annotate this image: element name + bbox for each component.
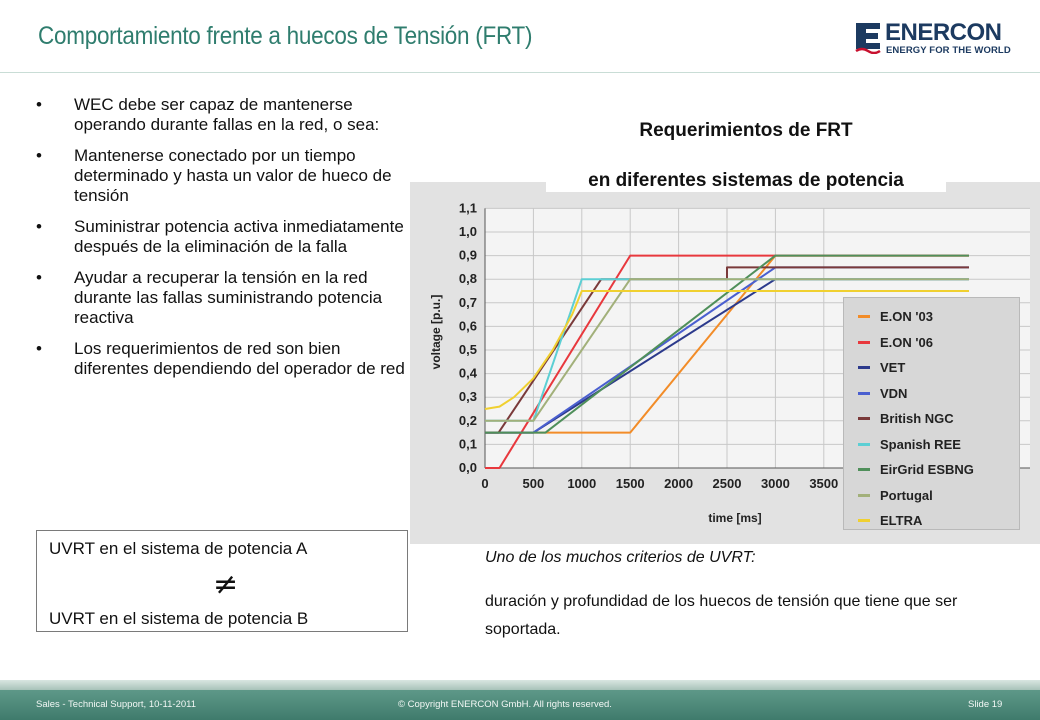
legend-swatch bbox=[858, 417, 870, 420]
y-tick-label: 0,9 bbox=[458, 247, 477, 263]
chart-legend bbox=[843, 297, 1020, 530]
bullet-marker: • bbox=[36, 217, 42, 236]
bullet-text: WEC debe ser capaz de mantenerse operando durante fallas en la red, o sea: bbox=[74, 95, 380, 134]
y-tick-label: 0,2 bbox=[458, 412, 477, 428]
y-tick-label: 0,4 bbox=[458, 365, 477, 381]
x-axis-label: time [ms] bbox=[708, 511, 762, 525]
chart-heading-line1: Requerimientos de FRT bbox=[639, 120, 853, 141]
bullet-marker: • bbox=[36, 339, 42, 358]
legend-label: VDN bbox=[880, 385, 908, 401]
bullet-marker: • bbox=[36, 95, 42, 114]
y-tick-label: 0,1 bbox=[458, 436, 477, 452]
legend-item bbox=[858, 355, 1019, 381]
legend-label: Portugal bbox=[880, 487, 933, 503]
bullet-text: Mantenerse conectado por un tiempo determinado y hasta un valor de hueco de tensión bbox=[74, 146, 392, 205]
x-tick-label: 1500 bbox=[615, 476, 645, 491]
y-tick-label: 0,5 bbox=[458, 342, 477, 357]
legend-swatch bbox=[858, 519, 870, 522]
uvrt-comparison-box bbox=[36, 530, 408, 632]
legend-item bbox=[858, 381, 1019, 407]
x-tick-label: 0 bbox=[481, 476, 489, 491]
bullet-text: Los requerimientos de red son bien diferentes dependiendo del operador de red bbox=[74, 339, 405, 378]
enercon-logo bbox=[854, 20, 1014, 56]
footer-slide-number: Slide 19 bbox=[968, 699, 1003, 710]
footer-copyright: © Copyright ENERCON GmbH. All rights reserved. bbox=[398, 699, 612, 710]
bullet-item bbox=[36, 339, 416, 379]
bullet-item bbox=[36, 146, 416, 206]
chart-heading-line2: en diferentes sistemas de potencia bbox=[546, 170, 946, 192]
bullet-list bbox=[36, 95, 416, 390]
y-axis-label: voltage [p.u.] bbox=[429, 294, 443, 370]
footer-left: Sales - Technical Support, 10-11-2011 bbox=[36, 699, 197, 710]
uvrt-criterion-text: duración y profundidad de los huecos de tensión que tiene que ser soportada. bbox=[485, 593, 958, 638]
title-divider bbox=[0, 72, 1040, 73]
footer-bar bbox=[0, 690, 1040, 720]
legend-label: Spanish REE bbox=[880, 436, 961, 452]
logo-wordmark: ENERCON bbox=[885, 19, 1002, 46]
bullet-marker: • bbox=[36, 268, 42, 287]
legend-item bbox=[858, 304, 1019, 330]
x-tick-label: 3000 bbox=[760, 476, 790, 491]
y-tick-label: 0,6 bbox=[458, 318, 477, 334]
bullet-item bbox=[36, 95, 416, 135]
y-tick-label: 0,7 bbox=[458, 294, 477, 310]
comparison-line-b: UVRT en el sistema de potencia B bbox=[49, 609, 309, 628]
legend-label: EirGrid ESBNG bbox=[880, 462, 974, 478]
y-tick-label: 1,0 bbox=[458, 224, 477, 239]
legend-item bbox=[858, 483, 1019, 509]
footer-band bbox=[0, 680, 1040, 690]
y-tick-label: 0,3 bbox=[458, 389, 477, 405]
legend-swatch bbox=[858, 392, 870, 395]
slide-title: Comportamiento frente a huecos de Tensión (FRT) bbox=[38, 22, 533, 50]
legend-swatch bbox=[858, 366, 870, 369]
uvrt-criterion-heading: Uno de los muchos criterios de UVRT: bbox=[485, 549, 756, 566]
legend-swatch bbox=[858, 341, 870, 344]
bullet-item bbox=[36, 217, 416, 257]
bullet-item bbox=[36, 268, 416, 328]
legend-swatch bbox=[858, 443, 870, 446]
legend-swatch bbox=[858, 315, 870, 318]
bullet-text: Suministrar potencia activa inmediatamente después de la eliminación de la falla bbox=[74, 217, 404, 256]
not-equal-symbol: ≠ bbox=[213, 567, 239, 602]
legend-swatch bbox=[858, 468, 870, 471]
legend-label: E.ON '03 bbox=[880, 309, 933, 325]
y-tick-label: 0,8 bbox=[458, 271, 477, 287]
logo-tagline: ENERGY FOR THE WORLD bbox=[886, 45, 1011, 56]
legend-label: VET bbox=[880, 360, 906, 376]
legend-label: British NGC bbox=[880, 411, 954, 427]
bullet-marker: • bbox=[36, 146, 42, 165]
legend-swatch bbox=[858, 494, 870, 497]
x-tick-label: 500 bbox=[522, 476, 545, 491]
legend-item bbox=[858, 330, 1019, 356]
legend-item bbox=[858, 508, 1019, 534]
legend-item bbox=[858, 432, 1019, 458]
comparison-line-a: UVRT en el sistema de potencia A bbox=[49, 539, 308, 558]
legend-item bbox=[858, 406, 1019, 432]
legend-item bbox=[858, 457, 1019, 483]
enercon-logo-icon bbox=[854, 20, 882, 54]
x-tick-label: 2500 bbox=[712, 476, 742, 491]
x-tick-label: 2000 bbox=[664, 476, 694, 491]
x-tick-label: 3500 bbox=[809, 476, 839, 491]
y-tick-label: 0,0 bbox=[458, 460, 477, 475]
x-tick-label: 1000 bbox=[567, 476, 597, 491]
legend-label: ELTRA bbox=[880, 513, 923, 529]
legend-label: E.ON '06 bbox=[880, 334, 933, 350]
bullet-text: Ayudar a recuperar la tensión en la red durante las fallas suministrando potencia reactiva bbox=[74, 268, 383, 327]
y-tick-label: 1,1 bbox=[458, 200, 477, 216]
